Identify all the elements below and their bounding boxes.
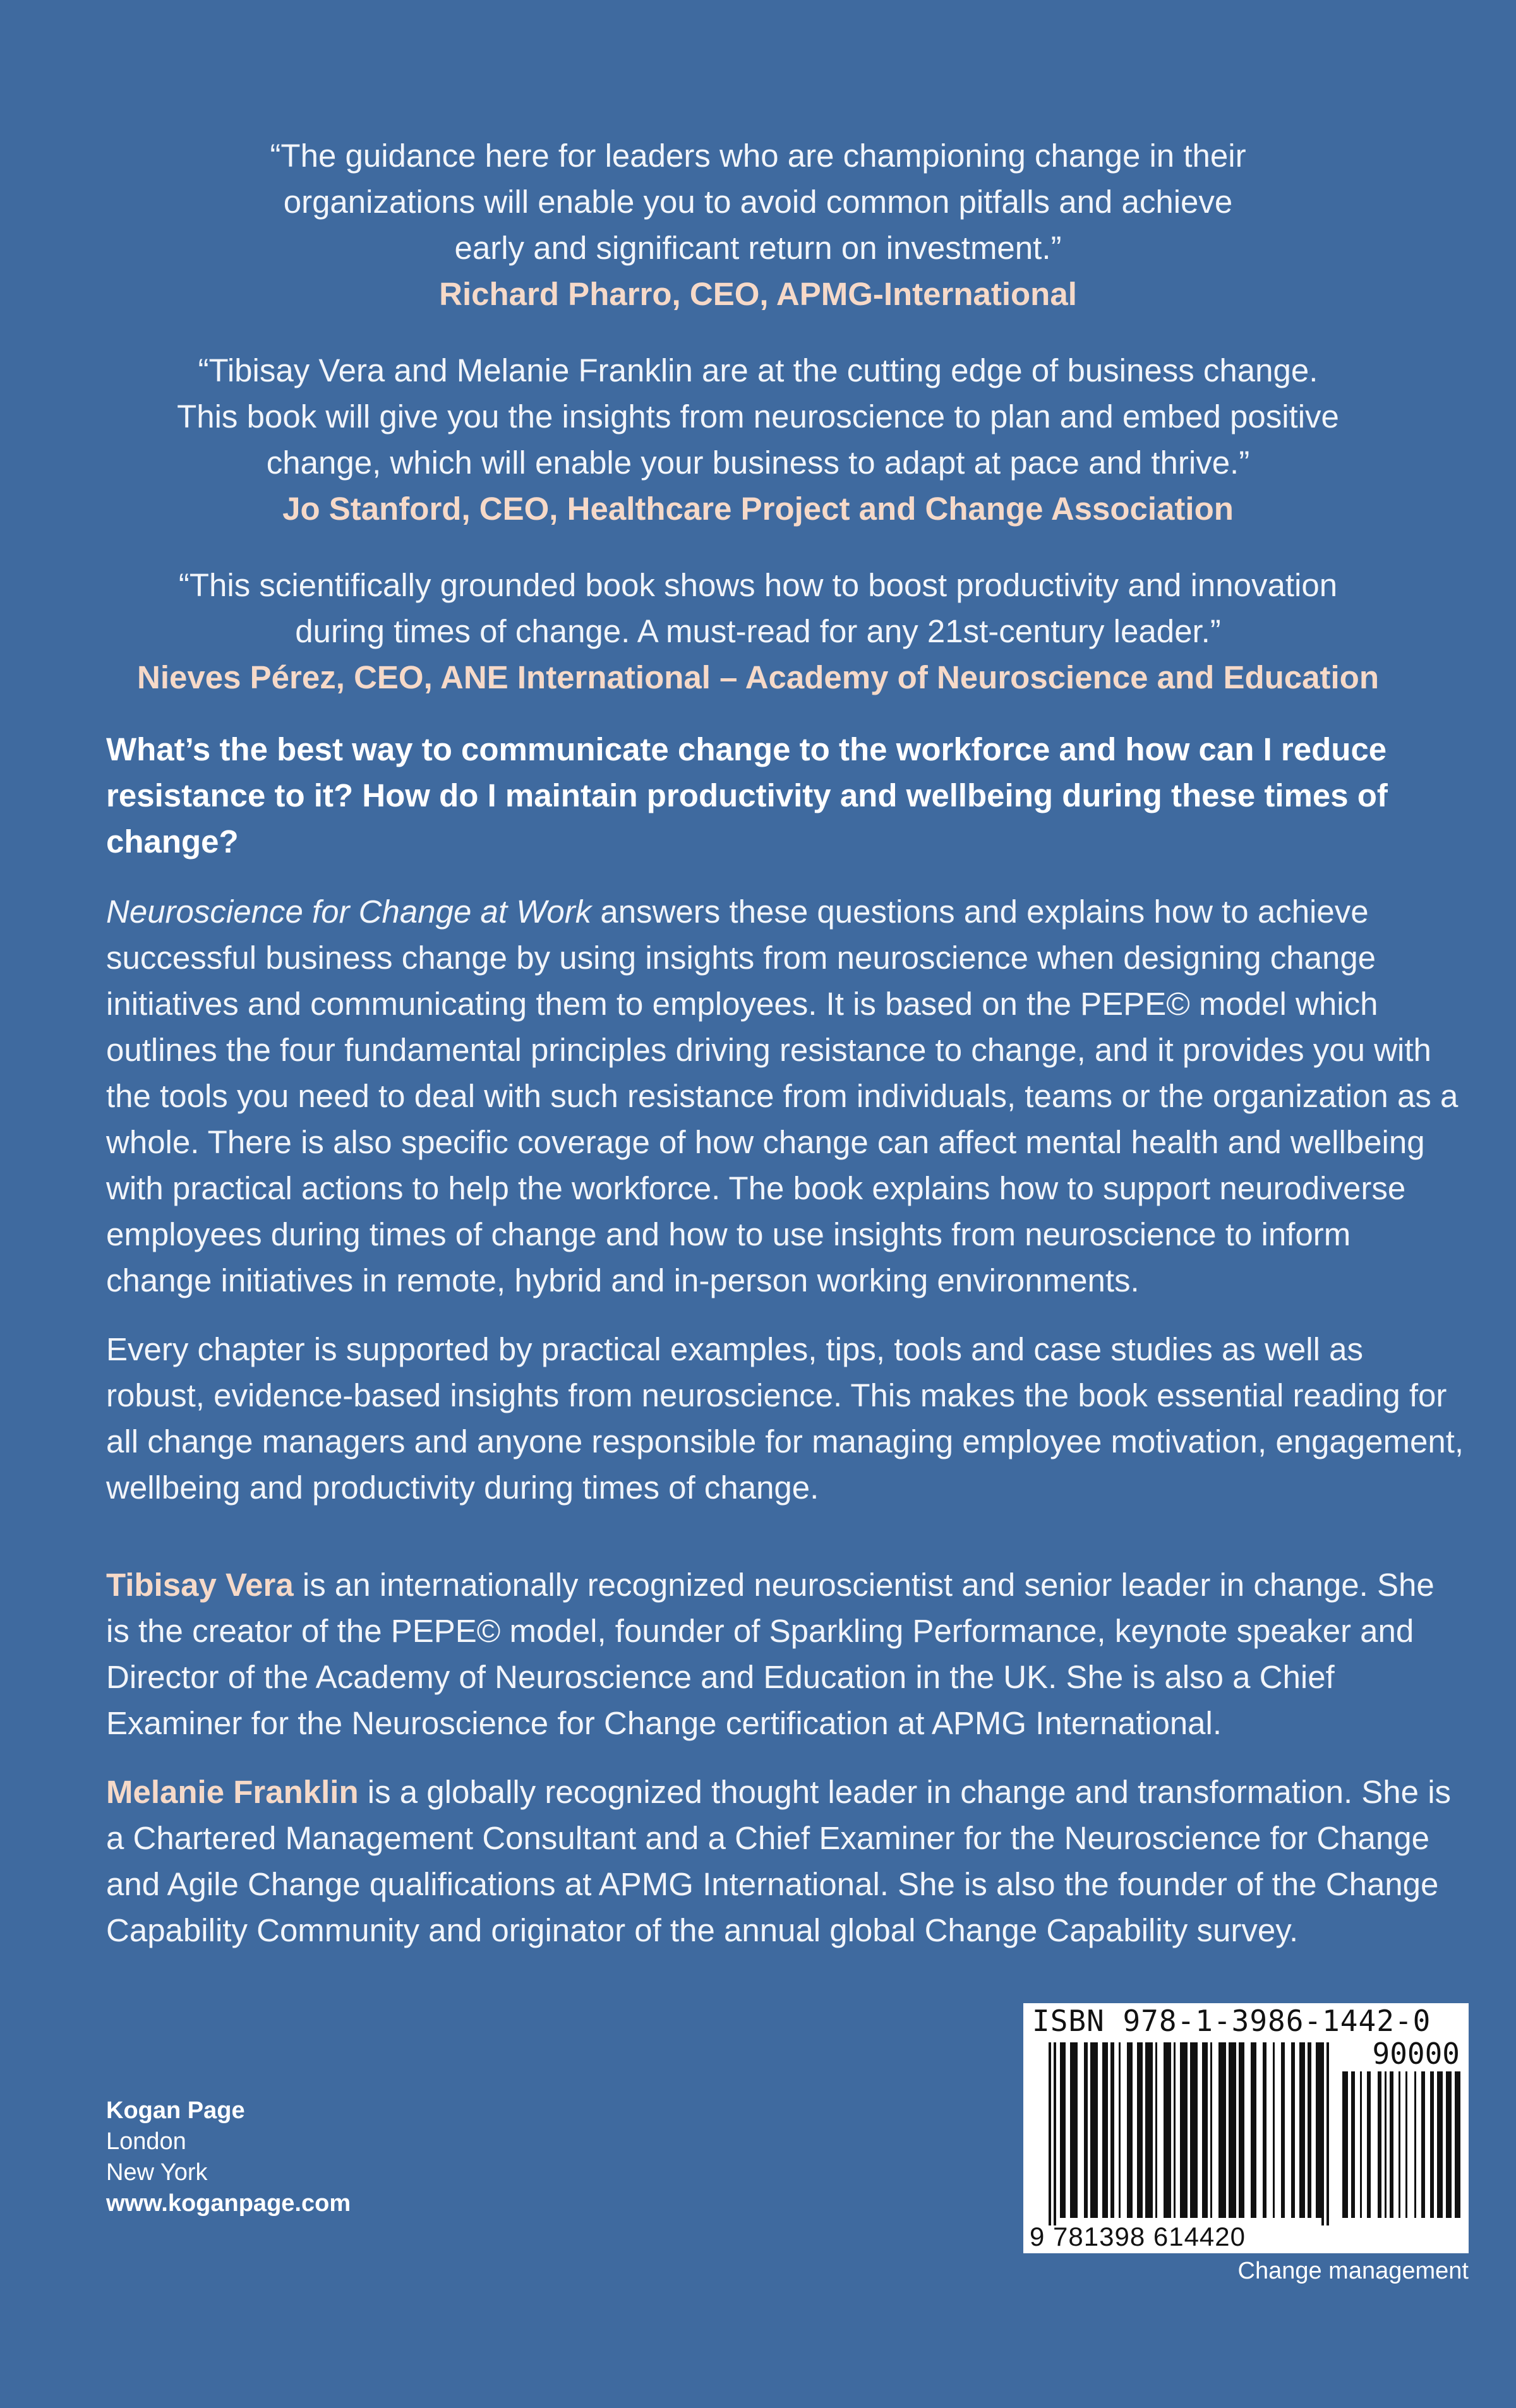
endorsement-2: [0, 347, 1516, 532]
barcode-guard-bar: [1321, 2042, 1324, 2225]
barcode-addon-bar: [1367, 2071, 1371, 2218]
barcode-bar: [1090, 2042, 1098, 2218]
barcode-bar: [1110, 2042, 1114, 2218]
barcode-addon-bar: [1446, 2071, 1452, 2218]
barcode-bar: [1308, 2042, 1311, 2218]
author-name: Melanie Franklin: [106, 1774, 359, 1810]
publisher-name: Kogan Page: [106, 2097, 245, 2124]
barcode-guard-bar: [1054, 2042, 1056, 2225]
isbn-barcode: [1023, 2003, 1469, 2253]
endorsement-1: [0, 133, 1516, 317]
barcode-addon-bar: [1378, 2071, 1381, 2218]
barcode-bar: [1210, 2042, 1212, 2218]
barcode-bar: [1190, 2042, 1198, 2218]
barcode-bar: [1281, 2042, 1285, 2218]
author-bio-1: [106, 1562, 1464, 1746]
barcode-guard-bar: [1326, 2042, 1329, 2225]
endorsements: [0, 133, 1516, 731]
endorsement-line: during times of change. A must-read for any 21st-century leader.”: [295, 613, 1221, 649]
endorsement-line: early and significant return on investment.”: [454, 230, 1062, 266]
price-code: 90000: [1372, 2037, 1460, 2071]
barcode-addon-bar: [1351, 2071, 1355, 2218]
endorsement-source: Jo Stanford, CEO, Healthcare Project and Change Association: [282, 491, 1234, 527]
endorsement-source: Nieves Pérez, CEO, ANE International – Academy of Neuroscience and Education: [137, 659, 1379, 695]
barcode-bar: [1291, 2042, 1295, 2218]
barcode-addon-bar: [1385, 2071, 1387, 2218]
barcode-bar: [1251, 2042, 1256, 2218]
endorsement-line: organizations will enable you to avoid common pitfalls and achieve: [283, 184, 1233, 220]
publisher-website: www.koganpage.com: [106, 2190, 351, 2217]
endorsement-line: “The guidance here for leaders who are championing change in their: [270, 138, 1246, 174]
author-bios: [106, 1562, 1464, 1976]
barcode-bar: [1145, 2042, 1153, 2218]
barcode-addon-bar: [1414, 2071, 1416, 2218]
barcode-bar: [1273, 2042, 1275, 2218]
barcode-addon-bar: [1360, 2071, 1362, 2218]
endorsement-line: This book will give you the insights from neuroscience to plan and embed positive: [177, 398, 1339, 434]
barcode-bar: [1299, 2042, 1305, 2218]
barcode-bar: [1164, 2042, 1171, 2218]
barcode-bar: [1218, 2042, 1226, 2218]
endorsement-line: “This scientifically grounded book shows how to boost productivity and innovation: [178, 567, 1338, 603]
barcode-bar: [1239, 2042, 1244, 2218]
author-name: Tibisay Vera: [106, 1567, 294, 1603]
barcode-bar: [1202, 2042, 1208, 2218]
endorsement-3: [0, 562, 1516, 700]
barcode-addon-bar: [1390, 2071, 1393, 2218]
publisher-city: London: [106, 2128, 186, 2155]
barcode-addon-bar: [1430, 2071, 1434, 2218]
barcode-bar: [1060, 2042, 1066, 2218]
barcode-bar: [1070, 2042, 1078, 2218]
barcode-addon-bar: [1399, 2071, 1400, 2218]
endorsement-line: change, which will enable your business to adapt at pace and thrive.”: [266, 445, 1250, 481]
author-bio-text: is a globally recognized thought leader in change and transformation. She is a Chartered Management Consultant and a Chief Examiner for the Neuroscience for Change and Agile Change qualifications at APMG International. She is also the founder of the Change Capability Community and originator of the annual global Change Capability survey.: [106, 1774, 1452, 1948]
barcode-addon-bar: [1342, 2071, 1348, 2218]
description-paragraph: [106, 889, 1464, 1303]
lead-questions: What’s the best way to communicate change to the workforce and how can I reduce resistance to it? How do I maintain productivity and wellbeing during these times of change?: [106, 731, 1388, 860]
publisher-block: [106, 2095, 351, 2219]
barcode-bar: [1174, 2042, 1176, 2218]
barcode-bar: [1127, 2042, 1133, 2218]
book-description: [106, 726, 1464, 1533]
ean-digits: 9 781398 614420: [1030, 2222, 1246, 2251]
barcode-bar: [1263, 2042, 1266, 2218]
barcode-addon-bar: [1405, 2071, 1407, 2218]
subject-category: Change management: [1237, 2258, 1469, 2284]
barcode-addon-bar: [1437, 2071, 1443, 2218]
barcode-bar: [1180, 2042, 1188, 2218]
book-title: Neuroscience for Change at Work: [106, 894, 592, 930]
barcode-bar: [1102, 2042, 1108, 2218]
barcode-bar: [1119, 2042, 1121, 2218]
barcode-bar: [1316, 2042, 1321, 2218]
endorsement-source: Richard Pharro, CEO, APMG-International: [439, 276, 1077, 312]
barcode-guard-bar: [1049, 2042, 1051, 2225]
barcode-addon-bar: [1455, 2071, 1460, 2218]
barcode-bar: [1229, 2042, 1236, 2218]
description-paragraph-2: Every chapter is supported by practical examples, tips, tools and case studies as well as robust, evidence-based insights from neuroscience. This makes the book essential reading for all change managers and anyone responsible for managing employee motivation, engagement, wellbeing and productivity during times of change.: [106, 1331, 1464, 1506]
publisher-city: New York: [106, 2159, 208, 2186]
isbn-label: ISBN 978-1-3986-1442-0: [1032, 2004, 1431, 2038]
description-body: answers these questions and explains how to achieve successful business change by using insights from neuroscience when designing change initiatives and communicating them to employees. It is based on the PEPE© model which outlines the four fundamental principles driving resistance to change, and it provides you with the tools you need to deal with such resistance from individuals, teams or the organization as a whole. There is also specific coverage of how change can affect mental health and wellbeing with practical actions to help the workforce. The book explains how to support neurodiverse employees during times of change and how to use insights from neuroscience to inform change initiatives in remote, hybrid and in-person working environments.: [106, 894, 1459, 1298]
barcode-bar: [1155, 2042, 1157, 2218]
barcode-bar: [1137, 2042, 1143, 2218]
barcode-addon-bar: [1421, 2071, 1425, 2218]
endorsement-line: “Tibisay Vera and Melanie Franklin are at the cutting edge of business change.: [198, 352, 1318, 388]
author-bio-text: is an internationally recognized neuroscientist and senior leader in change. She is the creator of the PEPE© model, founder of Sparkling Performance, keynote speaker and Director of the Academy of Neuroscience and Education in the UK. She is also a Chief Examiner for the Neuroscience for Change certification at APMG International.: [106, 1567, 1435, 1741]
author-bio-2: [106, 1769, 1464, 1953]
barcode-bar: [1084, 2042, 1088, 2218]
